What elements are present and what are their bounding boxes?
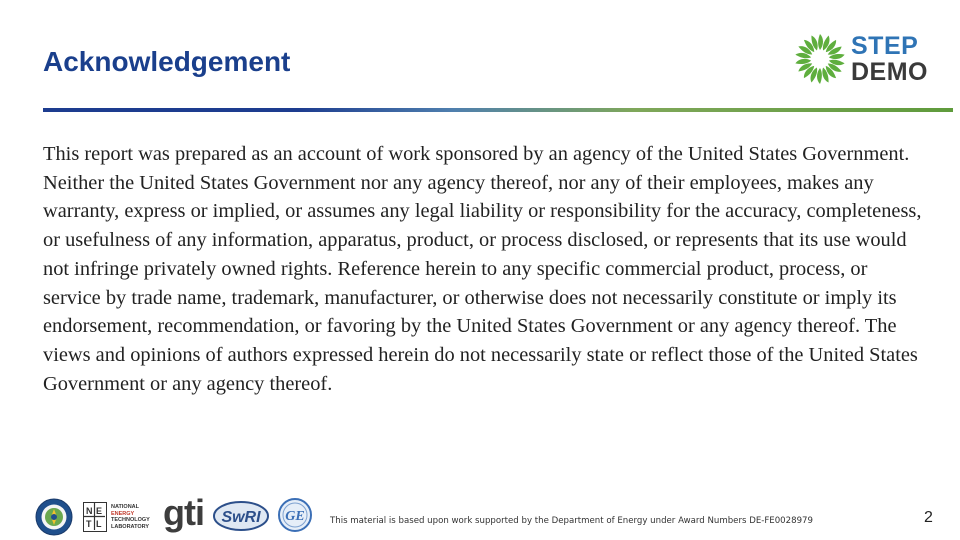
logo-demo-text: DEMO xyxy=(851,58,928,86)
logo-step-text: STEP xyxy=(851,32,919,60)
swri-logo xyxy=(212,499,270,533)
step-demo-logo xyxy=(793,32,943,88)
gti-logo: gti xyxy=(163,492,204,533)
svg-text:N: N xyxy=(86,506,93,516)
svg-text:L: L xyxy=(96,519,102,529)
funding-footnote: This material is based upon work supported by the Department of Energy under Award Numbers DE-FE0028979 xyxy=(330,516,813,526)
netl-text: NATIONAL ENERGY TECHNOLOGY LABORATORY xyxy=(111,504,150,530)
disclaimer-text: This report was prepared as an account of work sponsored by an agency of the United States Government. Neither the United States Government nor any agency thereof, nor any of their employees, makes any warranty, express or implied, or assumes any legal liability or responsibility for the accuracy, completeness, or usefulness of any information, apparatus, product, or process disclosed, or represents that its use would not infringe privately owned rights. Reference herein to any specific commercial product, process, or service by trade name, trademark, manufacturer, or otherwise does not necessarily constitute or imply its endorsement, recommendation, or favoring by the United States Government or any agency thereof. The views and opinions of authors expressed herein do not necessarily state or reflect those of the United States Government or any agency thereof. xyxy=(43,143,922,395)
svg-text:E: E xyxy=(96,506,103,516)
slide-title: Acknowledgement xyxy=(43,46,291,77)
svg-text:GE: GE xyxy=(285,509,305,524)
ge-logo xyxy=(277,497,313,533)
title-divider xyxy=(43,108,953,112)
svg-text:T: T xyxy=(86,519,92,529)
page-number: 2 xyxy=(924,509,933,526)
svg-text:SwRI: SwRI xyxy=(221,509,261,526)
green-turbine-swirl-icon xyxy=(793,32,847,86)
doe-seal-icon xyxy=(35,498,73,536)
sponsor-logos xyxy=(35,492,320,537)
netl-mark-icon xyxy=(83,502,107,532)
